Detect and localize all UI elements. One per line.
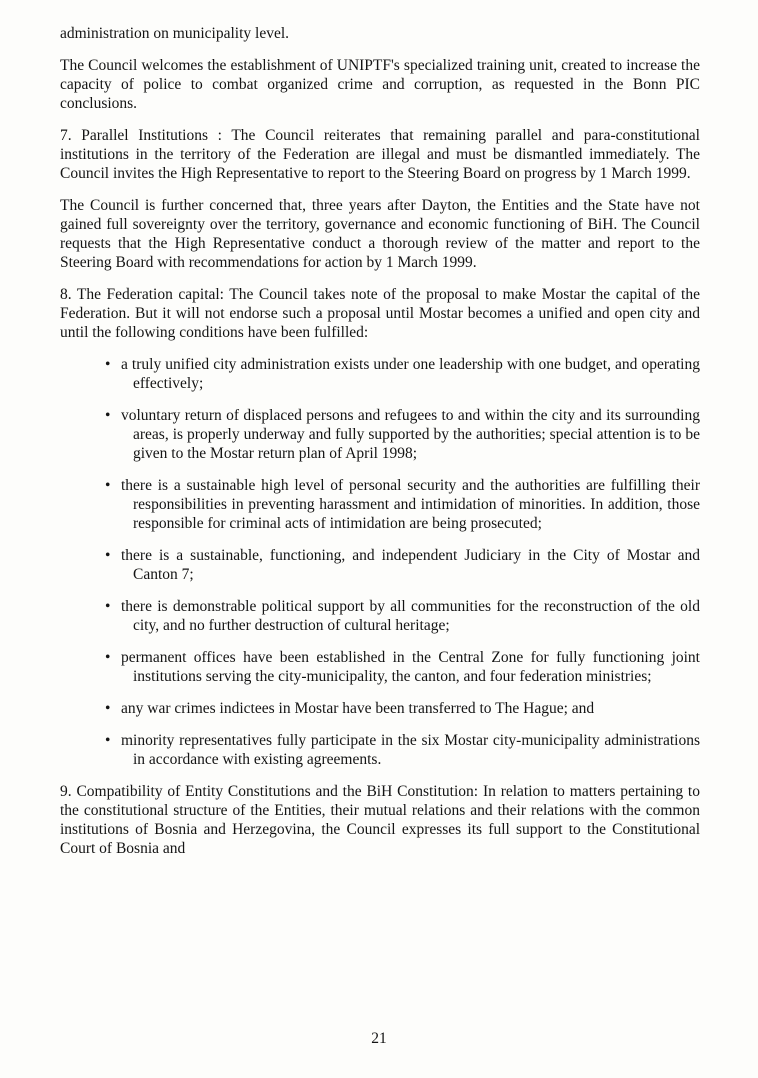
bullet-list bbox=[60, 355, 700, 769]
list-item-text: minority representatives fully participate in the six Mostar city-municipality administrations in accordance with existing agreements. bbox=[121, 732, 700, 768]
list-item-text: voluntary return of displaced persons and refugees to and within the city and its surrounding areas, is properly underway and fully supported by the authorities; special attention is to be given to the Mostar return plan of April 1998; bbox=[121, 407, 700, 462]
list-item bbox=[105, 597, 700, 635]
paragraph-item-7-parallel-institutions: 7. Parallel Institutions : The Council reiterates that remaining parallel and para-constitutional institutions in the territory of the Federation are illegal and must be dismantled immediately. The Council invites the High Representative to report to the Steering Board on progress by 1 March 1999. bbox=[60, 127, 700, 182]
bullet-icon: • bbox=[105, 700, 111, 717]
list-item-text: there is a sustainable, functioning, and independent Judiciary in the City of Mostar and Canton 7; bbox=[121, 547, 700, 583]
list-item-text: any war crimes indictees in Mostar have been transferred to The Hague; and bbox=[121, 700, 595, 717]
list-item bbox=[105, 731, 700, 769]
bullet-icon: • bbox=[105, 407, 111, 424]
bullet-icon: • bbox=[105, 649, 111, 666]
bullet-icon: • bbox=[105, 477, 111, 494]
paragraph-uniptf: The Council welcomes the establishment of UNIPTF's specialized training unit, created to increase the capacity of police to combat organized crime and corruption, as requested in the Bonn PIC conclusions. bbox=[60, 57, 700, 112]
list-item bbox=[105, 406, 700, 463]
list-item-text: there is demonstrable political support by all communities for the reconstruction of the old city, and no further destruction of cultural heritage; bbox=[121, 598, 700, 634]
bullet-icon: • bbox=[105, 598, 111, 615]
list-item bbox=[105, 648, 700, 686]
list-item-text: there is a sustainable high level of personal security and the authorities are fulfilling their responsibilities in preventing harassment and intimidation of minorities. In addition, those responsible for criminal acts of intimidation are being prosecuted; bbox=[121, 477, 700, 532]
list-item bbox=[105, 476, 700, 533]
page-number: 21 bbox=[371, 1030, 387, 1047]
bullet-icon: • bbox=[105, 547, 111, 564]
bullet-icon: • bbox=[105, 732, 111, 749]
paragraph-item-9-constitutions: 9. Compatibility of Entity Constitutions and the BiH Constitution: In relation to matters pertaining to the constitutional structure of the Entities, their mutual relations and their relations with the common institutions of Bosnia and Herzegovina, the Council expresses its full support to the Constitutional Court of Bosnia and bbox=[60, 783, 700, 857]
paragraph-item-8-federation-capital: 8. The Federation capital: The Council takes note of the proposal to make Mostar the capital of the Federation. But it will not endorse such a proposal until Mostar becomes a unified and open city and until the following conditions have been fulfilled: bbox=[60, 286, 700, 341]
paragraph-carryover: administration on municipality level. bbox=[60, 25, 290, 42]
list-item-text: a truly unified city administration exists under one leadership with one budget, and operating effectively; bbox=[121, 356, 700, 392]
list-item bbox=[105, 546, 700, 584]
bullet-icon: • bbox=[105, 356, 111, 373]
paragraph-dayton-sovereignty: The Council is further concerned that, three years after Dayton, the Entities and the State have not gained full sovereignty over the territory, governance and economic functioning of BiH. The Council requests that the High Representative conduct a thorough review of the matter and report to the Steering Board with recommendations for action by 1 March 1999. bbox=[60, 197, 700, 271]
list-item bbox=[105, 699, 700, 718]
list-item bbox=[105, 355, 700, 393]
list-item-text: permanent offices have been established in the Central Zone for fully functioning joint institutions serving the city-municipality, the canton, and four federation ministries; bbox=[121, 649, 700, 685]
